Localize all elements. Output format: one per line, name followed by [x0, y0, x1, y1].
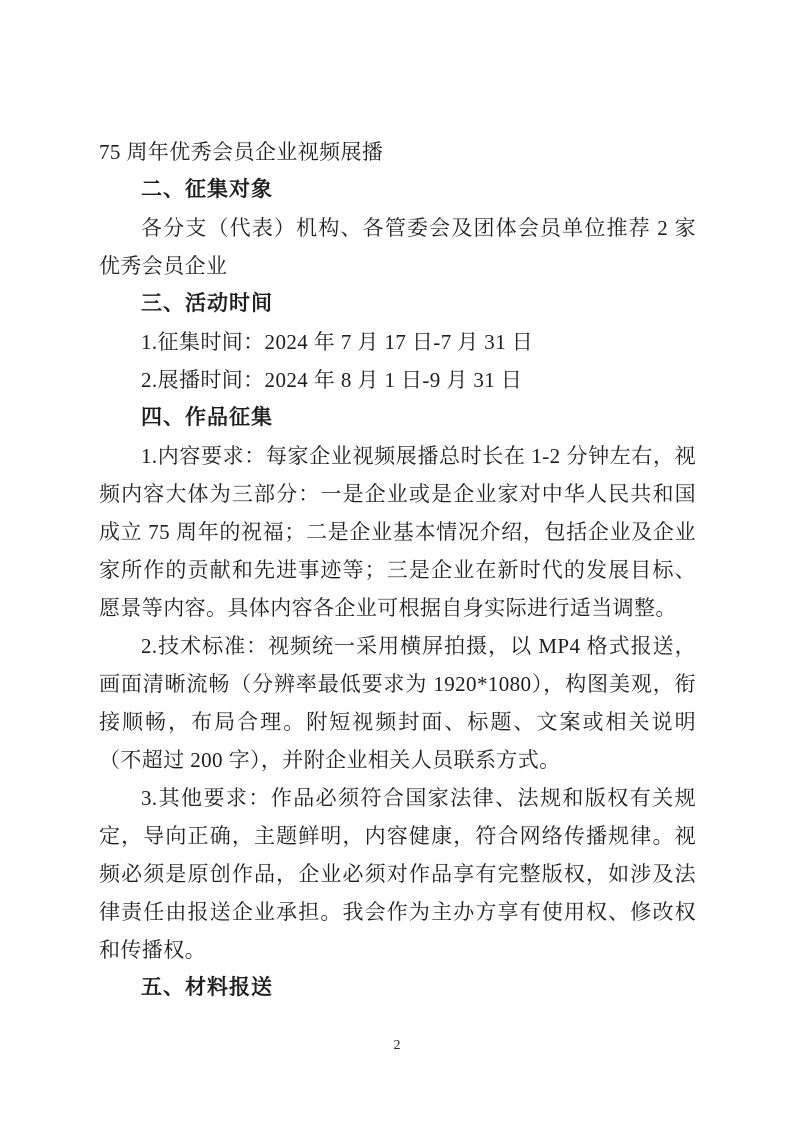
- body-paragraph: 1.征集时间：2024 年 7 月 17 日-7 月 31 日: [141, 330, 534, 354]
- section-heading: 二、征集对象: [141, 178, 273, 201]
- section-heading: 五、材料报送: [141, 976, 273, 999]
- page-number: 2: [393, 1038, 401, 1053]
- page-footer: [0, 1036, 794, 1055]
- document-body: [99, 133, 696, 1007]
- body-paragraph: 各分支（代表）机构、各管委会及团体会员单位推荐 2 家优秀会员企业: [99, 216, 696, 278]
- body-paragraph: 3.其他要求：作品必须符合国家法律、法规和版权有关规定，导向正确，主题鲜明，内容健康，符合网络传播规律。视频必须是原创作品，企业必须对作品享有完整版权，如涉及法律责任由报送企业承担。我会作为主办方享有使用权、修改权和传播权。: [99, 786, 696, 962]
- body-paragraph: 2.技术标准：视频统一采用横屏拍摄，以 MP4 格式报送，画面清晰流畅（分辨率最低要求为 1920*1080），构图美观，衔接顺畅，布局合理。附短视频封面、标题、文案或相关说明（不超过 200 字），并附企业相关人员联系方式。: [99, 634, 696, 772]
- body-paragraph: 1.内容要求：每家企业视频展播总时长在 1-2 分钟左右，视频内容大体为三部分：一是企业或是企业家对中华人民共和国成立 75 周年的祝福；二是企业基本情况介绍，包括企业及企业家所作的贡献和先进事迹等；三是企业在新时代的发展目标、愿景等内容。具体内容各企业可根据自身实际进行适当调整。: [99, 444, 696, 620]
- section-heading: 三、活动时间: [141, 292, 273, 315]
- body-paragraph: 2.展播时间：2024 年 8 月 1 日-9 月 31 日: [141, 368, 523, 392]
- body-paragraph: 75 周年优秀会员企业视频展播: [99, 140, 384, 164]
- section-heading: 四、作品征集: [141, 406, 273, 429]
